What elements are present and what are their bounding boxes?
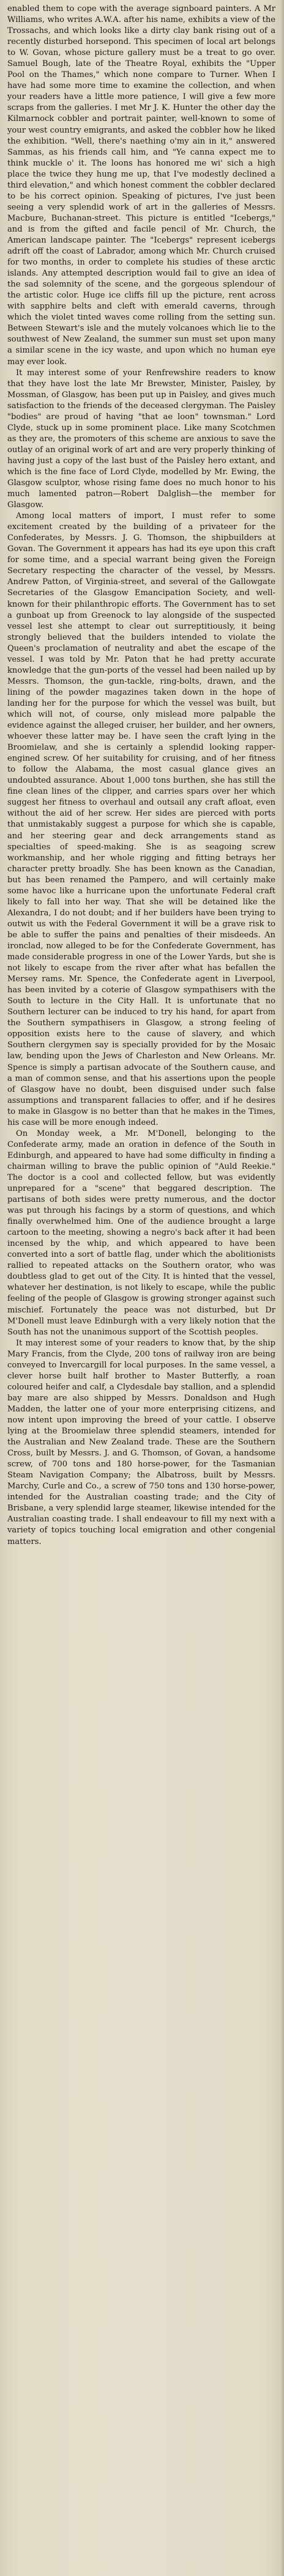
article-paragraph-2: It may interest some of your Renfrewshire readers to know that they have lost the late Mr Brewster, Minister, Paisley, by Mossman, of Glasgow, has been put up in Paisley, and gives much satisfaction to the friends of the deceased clergyman. The Paisley "bodies" are proud of having "that ae loon" townsman." Lord Clyde, stuck up in some prominent place. Like many Scotchmen as they are, the promoters of this scheme are anxious to save the outlay of an original work of art and are very properly thinking of having just a copy of the last bust of the Paisley hero extant, and which is the fine face of Lord Clyde, modelled by Mr. Ewing, the Glasgow sculptor, whose rising fame does no much honor to his much lamented patron—Robert Dalglish—the member for Glasgow. bbox=[7, 368, 275, 510]
article-column bbox=[7, 4, 275, 2572]
article-paragraph-3: Among local matters of import, I must refer to some excitement created by the building of a privateer for the Confederates, by Messrs. J. G. Thomson, the shipbuilders at Govan. The Government it appears has had its eye upon this craft for some time, and a special warrant being given the Foreign Secretary respecting the character of the vessel, by Messrs. Andrew Patton, of Virginia-street, and several of the Gallowgate Secretaries of the Glasgow Emancipation Society, and well-known for their philanthropic efforts. The Government has to set a gunboat up from Greenock to lay alongside of the suspected vessel lest she attempt to clear out surreptitiously, it being strongly believed that the builders intended to violate the Queen's proclamation of neutrality and abet the escape of the vessel. I was told by Mr. Paton that he had pretty accurate knowledge that the gun-ports of the vessel had been nailed up by Messrs. Thomson, the gun-tackle, ring-bolts, drawn, and the lining of the powder magazines taken down in the hope of landing her for the purpose for which the vessel was built, but which will not, of course, only mislead more palpable the evidence against the alleged cruiser, her builder, and her owners, whoever these latter may be. I have seen the craft lying in the Broomielaw, and she is certainly a splendid looking rapper-engined screw. Of her suitability for cruising, and of her fitness to follow the Alabama, the most casual glance gives an undoubted assurance. About 1,000 tons burthen, she has still the fine clean lines of the clipper, and carries spars over her which suggest her fitness to overhaul and outsail any craft afloat, even without the aid of her screw. Her sides are pierced with ports that unmistakably suggest a purpose for which she is capable, and her steering gear and deck arrangements stand as specialties of speed-making. She is as seagoing screw workmanship, and her whole rigging and fitting betrays her character pretty broadly. She has been known as the Canadian, but has been renamed the Pampero, and will certainly make some havoc like a hurricane upon the unfortunate Federal craft likely to fall into her way. That she will be detained like the Alexandra, I do not doubt; and if her builders have been trying to outwit us with the Federal Government it will be a grave risk to be able to suffer the pains and penalties of their misdeeds. An ironclad, now alleged to be for the Confederate Government, has made considerable progress in one of the Lower Yards, but she is not likely to escape from the river after what has befallen the Mersey rams. Mr. Spence, the Confederate agent in Liverpool, has been invited by a coterie of Glasgow sympathisers with the South to lecture in the City Hall. It is unfortunate that no Southern lecturer can be induced to try his hand, for apart from the Southern sympathisers in Glasgow, a strong feeling of opposition exists here to the cause of slavery, and which Southern clergymen say is specially provided for by the Mosaic law, bending upon the Jews of Charleston and New Orleans. Mr. Spence is simply a partisan advocate of the Southern cause, and a man of common sense, and that his assertions upon the people of Glasgow have no doubt, been disguised under such false assumptions and transparent fallacies to offer, and if he desires to make in Glasgow is no better than that he makes in the Times, his case will be more enough indeed. bbox=[7, 511, 275, 1127]
article-paragraph-5: It may interest some of your readers to know that, by the ship Mary Francis, from the Clyde, 200 tons of railway iron are being conveyed to Invercargill for local purposes. In the same vessel, a clever horse built half brother to Master Butterfly, a roan coloured heifer and calf, a Clydesdale bay stallion, and a splendid bay mare are also shipped by Messrs. Donaldson and Hugh Madden, the latter one of your more enterprising citizens, and now intent upon improving the breed of your cattle. I observe lying at the Broomielaw three splendid steamers, intended for the Australian and New Zealand trade. These are the Southern Cross, built by Messrs. J. and G. Thomson, of Govan, a handsome screw, of 700 tons and 180 horse-power, for the Tasmanian Steam Navigation Company; the Albatross, built by Messrs. Marchy, Curle and Co., a screw of 750 tons and 130 horse-power, intended for the Australian coasting trade; and the City of Brisbane, a very splendid large steamer, likewise intended for the Australian coasting trade. I shall endeavour to fill my next with a variety of topics touching local emigration and other congenial matters. bbox=[7, 1338, 275, 1546]
page-edge-shadow bbox=[280, 0, 284, 2576]
article-paragraph-4: On Monday week, a Mr. M'Donell, belonging to the Confederate army, made an oration in defence of the South in Edinburgh, and appeared to have had some difficulty in finding a chairman willing to brave the public opinion of "Auld Reekie." The doctor is a cool and collected fellow, but was evidently unprepared for a "scene" that beggared description. The partisans of both sides were pretty numerous, and the doctor was put through his facings by a storm of questions, and which finally overwhelmed him. One of the audience brought a large cartoon to the meeting, showing a negro's back after it had been incensed by the whip, and which appeared to have been converted into a sort of battle flag, under which the abolitionists rallied to repeated attacks on the Southern orator, who was doubtless glad to get out of the City. It is hinted that the vessel, whatever her destination, is not likely to escape, while the public feeling of the people of Glasgow is growing stronger against such mischief. Fortunately the peace was not disturbed, but Dr M'Donell must leave Edinburgh with a very likely notion that the South has not the unanimous support of the Scottish peoples. bbox=[7, 1129, 275, 1337]
article-paragraph-1: enabled them to cope with the average signboard painters. A Mr Williams, who writes A.W.A. after his name, exhibits a view of the Trossachs, and which looks like a dirty clay bank rising out of a recently disturbed horsepond. This specimen of local art belongs to W. Govan, whose picture gallery must be a treat to go over. Samuel Bough, late of the Theatre Royal, exhibits the "Upper Pool on the Thames," which none compare to Turner. When I have had some more time to examine the collection, and when your readers have a little more patience, I will give a few more scraps from the galleries. I met Mr J. K. Hunter the other day the Kilmarnock cobbler and portrait painter, well-known to some of your west country emigrants, and asked the cobbler how he liked the exhibition. "Well, there's naething o'my ain in it," answered Sammas, as his friends call him, and "Ye canna expect me to think muckle o' it. The loons has honored me wi' sich a high place the twice they hung me up, that I've modestly declined a third elevation," and which honest comment the cobbler declared to be his correct opinion. Speaking of pictures, I've just been seeing a very splendid work of art in the galleries of Messrs. Macbure, Buchanan-street. This picture is entitled "Icebergs," and is from the gifted and facile pencil of Mr. Church, the American landscape painter. The "Icebergs" represent icebergs adrift off the coast of Labrador, among which Mr. Church cruised for two months, in order to complete his studies of these arctic islands. Any attempted description would fail to give an idea of the sad solemnity of the scene, and the gorgeous splendour of the artistic color. Huge ice cliffs fill up the picture, rent across with sapphire belts and cleft with emerald caverns, through which the violet tinted waves come rolling from the setting sun. Between Stewart's isle and the mutely volcanoes which lie to the southwest of New Zealand, the summer sun must set upon many a similar scene in the icy waste, and upon which no human eye may ever look. bbox=[7, 4, 275, 367]
